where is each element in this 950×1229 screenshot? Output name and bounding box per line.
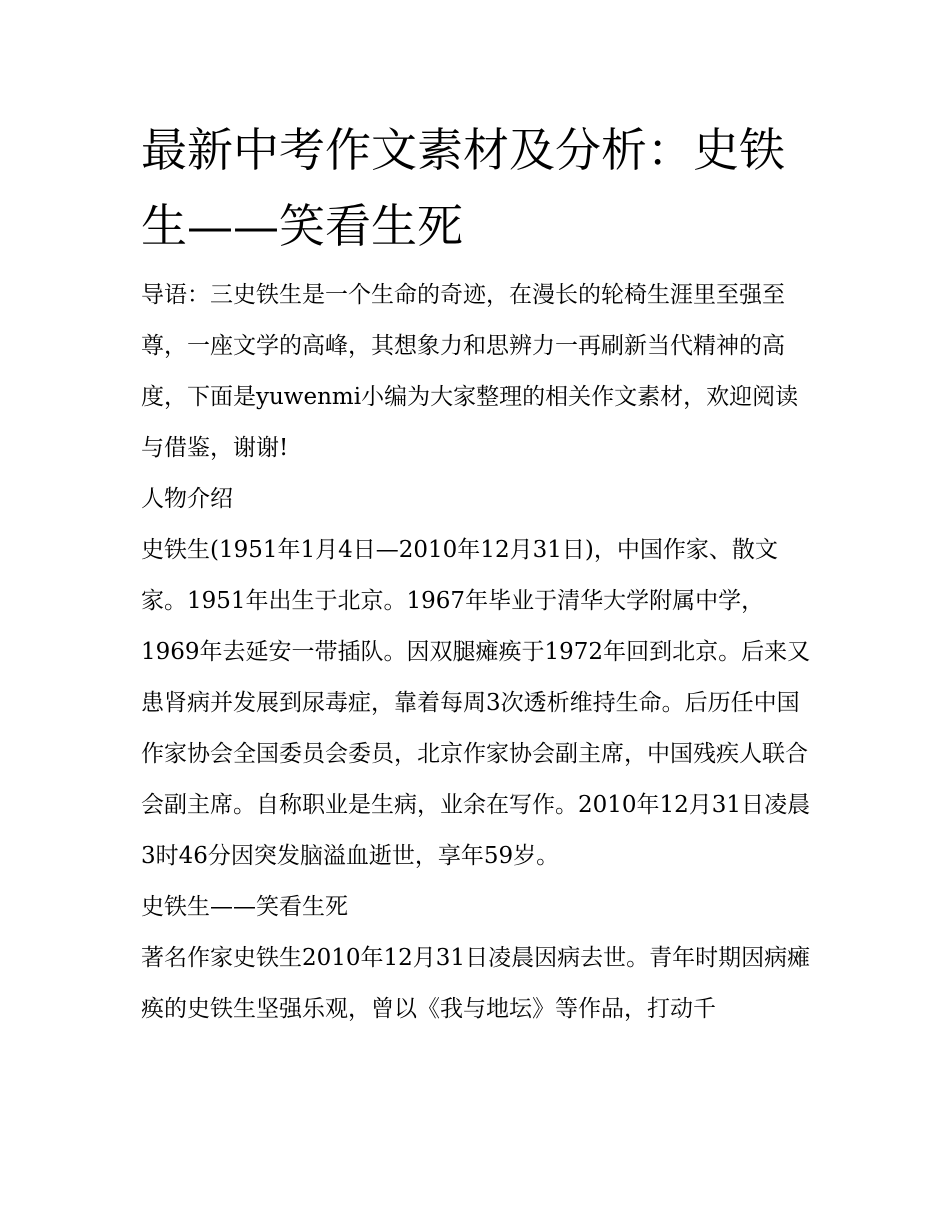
intro-paragraph: 导语：三史铁生是一个生命的奇迹，在漫长的轮椅生涯里至强至尊，一座文学的高峰，其想象力和思辨力一再刷新当代精神的高度，下面是yuwenmi小编为大家整理的相关作文素材，欢迎阅读与借鉴，谢谢! <box>141 282 799 461</box>
section-heading-life-death: 史铁生——笑看生死 <box>141 894 348 920</box>
section-heading-biography: 人物介绍 <box>141 486 233 512</box>
document-content <box>141 112 813 1035</box>
document-title: 最新中考作文素材及分析：史铁生——笑看生死 <box>141 123 785 253</box>
biography-paragraph: 史铁生(1951年1月4日—2010年12月31日)，中国作家、散文家。1951年出生于北京。1967年毕业于清华大学附属中学，1969年去延安一带插队。因双腿瘫痪于1972年回到北京。后来又患肾病并发展到尿毒症，靠着每周3次透析维持生命。后历任中国作家协会全国委员会委员，北京作家协会副主席，中国残疾人联合会副主席。自称职业是生病，业余在写作。2010年12月31日凌晨3时46分因突发脑溢血逝世，享年59岁。 <box>141 537 811 869</box>
life-death-paragraph: 著名作家史铁生2010年12月31日凌晨因病去世。青年时期因病瘫痪的史铁生坚强乐观，曾以《我与地坛》等作品，打动千 <box>141 945 811 1022</box>
title-block <box>141 112 813 264</box>
